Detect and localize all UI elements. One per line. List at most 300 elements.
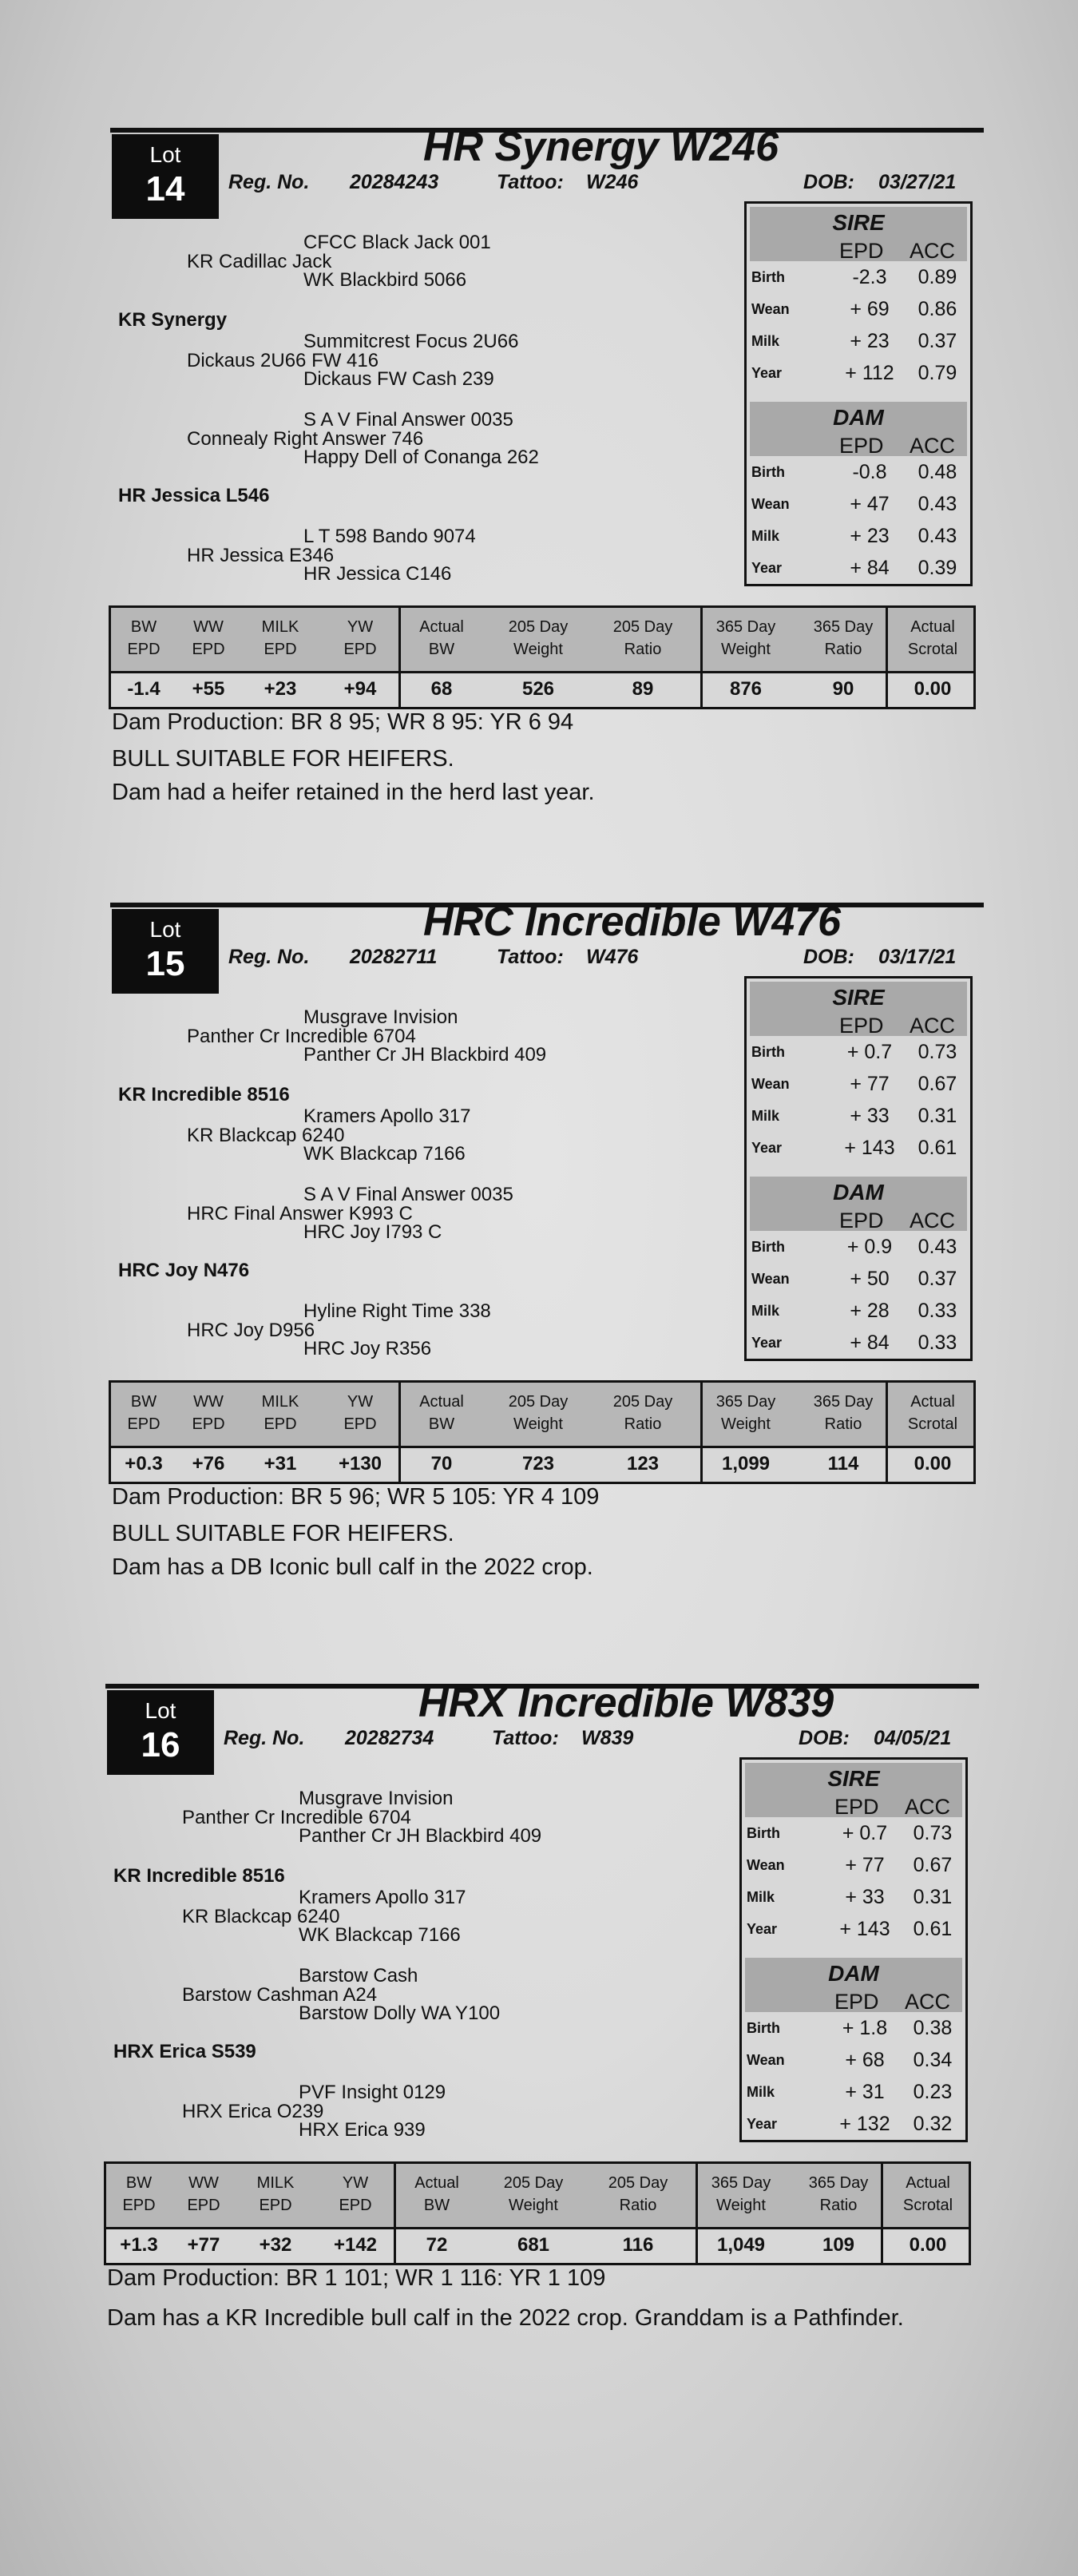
reg-label: Reg. No. bbox=[228, 946, 310, 968]
performance-header bbox=[240, 616, 320, 661]
performance-header-line: Ratio bbox=[624, 1415, 662, 1433]
performance-header-line: EPD bbox=[264, 641, 297, 658]
performance-header-line: 205 Day bbox=[612, 1393, 673, 1411]
performance-header-line: 365 Day bbox=[715, 1393, 776, 1411]
performance-header bbox=[692, 616, 799, 661]
performance-value: 876 bbox=[729, 678, 763, 700]
epd-value: + 77 bbox=[850, 1073, 890, 1095]
epd-value: + 31 bbox=[845, 2081, 885, 2103]
epd-accuracy: 0.61 bbox=[913, 1918, 953, 1940]
dob-label: DOB: bbox=[803, 946, 854, 968]
epd-box bbox=[739, 1757, 968, 2142]
performance-header bbox=[795, 2172, 882, 2217]
tattoo-label: Tattoo: bbox=[497, 946, 564, 968]
performance-header-line: Actual bbox=[419, 1393, 464, 1411]
pedigree-dam-sire: HRC Final Answer K993 C bbox=[187, 1203, 413, 1224]
pedigree-dam: HRX Erica S539 bbox=[113, 2041, 256, 2062]
pedigree-sire-dam-dam: Dickaus FW Cash 239 bbox=[303, 368, 494, 390]
lot-note: BULL SUITABLE FOR HEIFERS. bbox=[112, 746, 454, 772]
tattoo-value: W476 bbox=[586, 946, 639, 968]
epd-accuracy: 0.67 bbox=[917, 1073, 957, 1095]
epd-box bbox=[744, 201, 973, 586]
performance-header bbox=[483, 1391, 593, 1435]
performance-table bbox=[109, 605, 976, 709]
performance-header-line: Ratio bbox=[619, 2197, 657, 2214]
epd-trait: Milk bbox=[751, 333, 780, 349]
performance-header-line: Ratio bbox=[819, 2197, 858, 2214]
epd-accuracy: 0.39 bbox=[917, 557, 957, 579]
performance-table bbox=[109, 1380, 976, 1484]
performance-header-line: EPD bbox=[259, 2197, 292, 2214]
lot-number-box bbox=[112, 134, 219, 219]
performance-header-line: EPD bbox=[339, 2197, 372, 2214]
pedigree-sire-dam-dam: WK Blackcap 7166 bbox=[303, 1143, 466, 1165]
performance-header-line: Ratio bbox=[824, 1415, 862, 1433]
performance-header bbox=[400, 1391, 483, 1435]
epd-value: + 23 bbox=[850, 330, 890, 352]
epd-trait: Birth bbox=[751, 269, 785, 285]
performance-header-line: Actual bbox=[910, 618, 955, 636]
performance-header bbox=[688, 2172, 795, 2217]
epd-accuracy: 0.86 bbox=[917, 298, 957, 320]
reg-label: Reg. No. bbox=[224, 1727, 305, 1749]
sire-epd-col-epd: EPD bbox=[839, 1014, 884, 1038]
reg-label: Reg. No. bbox=[228, 171, 310, 193]
dam-epd-row bbox=[750, 1231, 967, 1263]
performance-value: 116 bbox=[622, 2234, 654, 2256]
performance-header-line: Ratio bbox=[624, 641, 662, 658]
tattoo-value: W246 bbox=[586, 171, 639, 193]
sire-epd-row bbox=[750, 261, 967, 293]
performance-header-line: YW bbox=[347, 1393, 374, 1411]
tattoo-label: Tattoo: bbox=[492, 1727, 559, 1749]
dam-epd-row bbox=[745, 2012, 962, 2044]
epd-trait: Milk bbox=[751, 1108, 780, 1124]
performance-header bbox=[799, 1391, 887, 1435]
epd-trait: Year bbox=[751, 1335, 783, 1351]
performance-header-line: 205 Day bbox=[508, 618, 569, 636]
epd-trait: Birth bbox=[751, 1044, 785, 1060]
pedigree-sire-sire-dam: WK Blackbird 5066 bbox=[303, 269, 467, 291]
performance-divider bbox=[881, 2164, 883, 2263]
epd-accuracy: 0.33 bbox=[917, 1300, 957, 1322]
epd-accuracy: 0.37 bbox=[917, 330, 957, 352]
pedigree-sire-sire-dam: Panther Cr JH Blackbird 409 bbox=[299, 1825, 542, 1847]
sire-epd-col-acc: ACC bbox=[910, 239, 956, 263]
performance-header-line: WW bbox=[193, 618, 224, 636]
dam-epd-title: DAM bbox=[833, 405, 884, 430]
pedigree-sire-dam-dam: WK Blackcap 7166 bbox=[299, 1924, 461, 1946]
performance-header-line: BW bbox=[428, 641, 455, 658]
epd-trait: Wean bbox=[751, 1076, 790, 1092]
pedigree-dam-sire: Connealy Right Answer 746 bbox=[187, 428, 424, 450]
dam-production: Dam Production: BR 1 101; WR 1 116: YR 1 109 bbox=[107, 2265, 606, 2291]
pedigree-sire-sire: Panther Cr Incredible 6704 bbox=[187, 1026, 416, 1047]
reg-number: 20282711 bbox=[350, 946, 438, 968]
performance-header-line: Weight bbox=[721, 641, 771, 658]
dam-epd-row bbox=[750, 552, 967, 584]
performance-header bbox=[692, 1391, 799, 1435]
lot-number-box bbox=[107, 1690, 214, 1775]
epd-trait: Birth bbox=[751, 1239, 785, 1255]
epd-accuracy: 0.43 bbox=[917, 525, 957, 547]
dam-epd-header bbox=[750, 1177, 967, 1231]
performance-header-line: EPD bbox=[187, 2197, 220, 2214]
performance-divider bbox=[700, 608, 703, 707]
sire-epd-col-acc: ACC bbox=[910, 1014, 956, 1038]
performance-header-line: Weight bbox=[513, 641, 563, 658]
dam-epd-header bbox=[745, 1958, 962, 2012]
dam-epd-row bbox=[750, 488, 967, 520]
performance-header bbox=[887, 1391, 978, 1435]
performance-divider bbox=[398, 1383, 401, 1482]
performance-header-line: Actual bbox=[419, 618, 464, 636]
epd-value: + 68 bbox=[845, 2049, 885, 2071]
lot-note: BULL SUITABLE FOR HEIFERS. bbox=[112, 1521, 454, 1546]
performance-header bbox=[593, 1391, 692, 1435]
epd-value: + 143 bbox=[844, 1137, 895, 1159]
dob-value: 03/17/21 bbox=[878, 946, 957, 968]
lot-label: Lot bbox=[149, 142, 181, 167]
performance-divider bbox=[700, 1383, 703, 1482]
epd-value: + 0.7 bbox=[842, 1822, 888, 1844]
performance-header-line: Actual bbox=[414, 2174, 459, 2192]
performance-value: +32 bbox=[259, 2234, 292, 2256]
dam-epd-col-epd: EPD bbox=[839, 1209, 884, 1232]
epd-value: + 69 bbox=[850, 298, 890, 320]
performance-header-line: Weight bbox=[513, 1415, 563, 1433]
epd-accuracy: 0.73 bbox=[913, 1822, 953, 1844]
performance-header-line: Actual bbox=[906, 2174, 950, 2192]
epd-value: + 0.7 bbox=[846, 1041, 893, 1063]
lot-listing bbox=[0, 1680, 1073, 2451]
performance-header-line: EPD bbox=[122, 2197, 156, 2214]
performance-header bbox=[176, 616, 240, 661]
performance-value: +31 bbox=[264, 1453, 297, 1475]
epd-accuracy: 0.31 bbox=[913, 1886, 953, 1908]
epd-trait: Milk bbox=[747, 2084, 775, 2100]
epd-accuracy: 0.38 bbox=[913, 2017, 953, 2039]
performance-header-line: EPD bbox=[343, 1415, 377, 1433]
pedigree-dam: HRC Joy N476 bbox=[118, 1260, 250, 1281]
epd-trait: Milk bbox=[751, 1303, 780, 1319]
epd-value: + 0.9 bbox=[846, 1236, 893, 1258]
performance-value: +77 bbox=[187, 2234, 220, 2256]
performance-table bbox=[104, 2161, 971, 2265]
performance-header bbox=[887, 616, 978, 661]
performance-header-line: EPD bbox=[343, 641, 377, 658]
pedigree-dam-sire-dam: Barstow Dolly WA Y100 bbox=[299, 2002, 501, 2024]
performance-value: -1.4 bbox=[127, 678, 161, 700]
tattoo-label: Tattoo: bbox=[497, 171, 564, 193]
dam-epd-col-acc: ACC bbox=[910, 434, 956, 458]
sire-epd-row bbox=[745, 1881, 962, 1913]
performance-header bbox=[478, 2172, 589, 2217]
performance-header-line: Ratio bbox=[824, 641, 862, 658]
performance-header-line: 365 Day bbox=[715, 618, 776, 636]
performance-header-line: EPD bbox=[127, 641, 161, 658]
performance-header-line: 365 Day bbox=[813, 1393, 874, 1411]
pedigree-dam-sire-sire: S A V Final Answer 0035 bbox=[303, 409, 513, 431]
epd-accuracy: 0.48 bbox=[917, 461, 957, 483]
epd-trait: Birth bbox=[747, 2020, 780, 2036]
sire-epd-title: SIRE bbox=[827, 1766, 880, 1791]
dam-epd-row bbox=[745, 2076, 962, 2108]
dam-epd-row bbox=[750, 1327, 967, 1359]
sire-epd-row bbox=[750, 1068, 967, 1100]
reg-number: 20284243 bbox=[350, 171, 439, 193]
sire-epd-header bbox=[750, 207, 967, 261]
performance-header bbox=[882, 2172, 973, 2217]
pedigree-sire-dam: KR Blackcap 6240 bbox=[182, 1906, 340, 1927]
epd-accuracy: 0.37 bbox=[917, 1268, 957, 1290]
sire-epd-title: SIRE bbox=[832, 210, 885, 235]
performance-header bbox=[593, 616, 692, 661]
pedigree-sire-dam: Dickaus 2U66 FW 416 bbox=[187, 350, 379, 371]
epd-trait: Milk bbox=[747, 1889, 775, 1905]
epd-accuracy: 0.89 bbox=[917, 266, 957, 288]
lot-number: 14 bbox=[145, 169, 185, 208]
dam-production: Dam Production: BR 8 95; WR 8 95: YR 6 94 bbox=[112, 709, 574, 735]
sire-epd-header bbox=[745, 1763, 962, 1817]
performance-header bbox=[172, 2172, 236, 2217]
dam-production: Dam Production: BR 5 96; WR 5 105: YR 4 109 bbox=[112, 1484, 600, 1510]
epd-value: -0.8 bbox=[852, 461, 887, 483]
performance-value: 89 bbox=[632, 678, 654, 700]
pedigree-sire: KR Incredible 8516 bbox=[118, 1084, 290, 1105]
pedigree-dam: HR Jessica L546 bbox=[118, 485, 270, 506]
lot-listing bbox=[0, 899, 1078, 1669]
performance-header-line: WW bbox=[193, 1393, 224, 1411]
dob-value: 04/05/21 bbox=[874, 1727, 952, 1749]
performance-divider bbox=[696, 2164, 698, 2263]
dam-epd-col-acc: ACC bbox=[910, 1209, 956, 1232]
dob-label: DOB: bbox=[799, 1727, 850, 1749]
epd-accuracy: 0.61 bbox=[917, 1137, 957, 1159]
epd-box bbox=[744, 976, 973, 1361]
performance-divider bbox=[886, 1383, 888, 1482]
pedigree-dam-dam-dam: HRX Erica 939 bbox=[299, 2119, 426, 2141]
epd-value: + 47 bbox=[850, 493, 890, 515]
performance-value: +130 bbox=[338, 1453, 382, 1475]
pedigree-dam-sire: Barstow Cashman A24 bbox=[182, 1984, 378, 2006]
performance-header-line: MILK bbox=[256, 2174, 295, 2192]
epd-value: + 1.8 bbox=[842, 2017, 888, 2039]
performance-value: +1.3 bbox=[120, 2234, 158, 2256]
performance-header-line: Scrotal bbox=[907, 641, 958, 658]
performance-divider bbox=[394, 2164, 396, 2263]
pedigree-sire: KR Synergy bbox=[118, 309, 228, 331]
performance-header-line: Weight bbox=[721, 1415, 771, 1433]
animal-name: HRC Incredible W476 bbox=[423, 899, 842, 945]
performance-value: 72 bbox=[426, 2234, 448, 2256]
performance-header bbox=[240, 1391, 320, 1435]
epd-accuracy: 0.34 bbox=[913, 2049, 953, 2071]
lot-listing bbox=[0, 124, 1078, 895]
pedigree-dam-sire-sire: S A V Final Answer 0035 bbox=[303, 1184, 513, 1205]
dam-epd-row bbox=[745, 2044, 962, 2076]
dam-epd-title: DAM bbox=[833, 1180, 884, 1205]
epd-accuracy: 0.67 bbox=[913, 1854, 953, 1876]
performance-header bbox=[483, 616, 593, 661]
epd-value: + 143 bbox=[839, 1918, 890, 1940]
sire-epd-row bbox=[750, 1132, 967, 1164]
performance-header bbox=[395, 2172, 478, 2217]
pedigree-dam-dam-sire: L T 598 Bando 9074 bbox=[303, 526, 476, 547]
pedigree-sire-dam-sire: Kramers Apollo 317 bbox=[303, 1105, 471, 1127]
pedigree-dam-dam: HRX Erica O239 bbox=[182, 2101, 324, 2122]
lot-note: Dam has a KR Incredible bull calf in the 2022 crop. Granddam is a Pathfinder. bbox=[107, 2305, 904, 2331]
performance-value: 723 bbox=[521, 1453, 555, 1475]
lot-number: 15 bbox=[145, 944, 185, 983]
performance-header bbox=[236, 2172, 315, 2217]
lot-note: Dam had a heifer retained in the herd last year. bbox=[112, 780, 595, 805]
pedigree-dam-dam-dam: HRC Joy R356 bbox=[303, 1338, 432, 1359]
pedigree-sire-sire-sire: CFCC Black Jack 001 bbox=[303, 232, 491, 253]
pedigree-sire: KR Incredible 8516 bbox=[113, 1865, 285, 1887]
epd-value: + 23 bbox=[850, 525, 890, 547]
pedigree-dam-dam-dam: HR Jessica C146 bbox=[303, 563, 452, 585]
lot-note: Dam has a DB Iconic bull calf in the 2022 crop. bbox=[112, 1554, 593, 1580]
performance-divider bbox=[398, 608, 401, 707]
performance-header bbox=[400, 616, 483, 661]
sire-epd-row bbox=[750, 1100, 967, 1132]
pedigree-sire-sire-sire: Musgrave Invision bbox=[299, 1788, 454, 1809]
epd-accuracy: 0.31 bbox=[917, 1105, 957, 1127]
sire-epd-row bbox=[745, 1849, 962, 1881]
performance-header-line: 205 Day bbox=[503, 2174, 564, 2192]
animal-name: HRX Incredible W839 bbox=[418, 1680, 834, 1726]
epd-value: + 28 bbox=[850, 1300, 890, 1322]
performance-header-line: Weight bbox=[509, 2197, 558, 2214]
performance-header-line: Actual bbox=[910, 1393, 955, 1411]
sire-epd-row bbox=[745, 1913, 962, 1945]
performance-header-line: MILK bbox=[261, 1393, 299, 1411]
performance-header bbox=[320, 616, 400, 661]
dam-epd-row bbox=[750, 1263, 967, 1295]
pedigree-dam-sire-dam: Happy Dell of Conanga 262 bbox=[303, 447, 539, 468]
performance-value: 1,099 bbox=[721, 1453, 771, 1475]
performance-value: 123 bbox=[626, 1453, 660, 1475]
epd-value: -2.3 bbox=[852, 266, 887, 288]
sire-epd-col-epd: EPD bbox=[834, 1795, 879, 1819]
epd-accuracy: 0.32 bbox=[913, 2113, 953, 2135]
lot-label: Lot bbox=[149, 917, 181, 942]
epd-trait: Year bbox=[751, 560, 783, 576]
performance-header-line: BW bbox=[130, 618, 157, 636]
performance-header-line: MILK bbox=[261, 618, 299, 636]
performance-divider bbox=[886, 608, 888, 707]
dob-value: 03/27/21 bbox=[878, 171, 957, 193]
performance-value: +55 bbox=[192, 678, 225, 700]
sire-epd-header bbox=[750, 982, 967, 1036]
pedigree-sire-dam-sire: Kramers Apollo 317 bbox=[299, 1887, 466, 1908]
pedigree-sire-sire: Panther Cr Incredible 6704 bbox=[182, 1807, 411, 1828]
epd-value: + 50 bbox=[850, 1268, 890, 1290]
performance-header bbox=[320, 1391, 400, 1435]
epd-trait: Year bbox=[747, 2116, 778, 2132]
animal-name: HR Synergy W246 bbox=[423, 124, 779, 170]
pedigree-sire-dam-sire: Summitcrest Focus 2U66 bbox=[303, 331, 519, 352]
performance-header-line: WW bbox=[188, 2174, 219, 2192]
epd-accuracy: 0.79 bbox=[917, 362, 957, 384]
epd-value: + 84 bbox=[850, 557, 890, 579]
performance-header-line: 365 Day bbox=[813, 618, 874, 636]
dam-epd-row bbox=[750, 520, 967, 552]
performance-header bbox=[111, 616, 176, 661]
lot-number-box bbox=[112, 909, 219, 994]
sire-epd-col-acc: ACC bbox=[905, 1795, 951, 1819]
performance-value: 68 bbox=[430, 678, 453, 700]
epd-value: + 33 bbox=[845, 1886, 885, 1908]
performance-header-line: 205 Day bbox=[608, 2174, 668, 2192]
dam-epd-col-epd: EPD bbox=[839, 434, 884, 458]
performance-header-line: BW bbox=[423, 2197, 450, 2214]
performance-header bbox=[315, 2172, 395, 2217]
epd-value: + 33 bbox=[850, 1105, 890, 1127]
epd-trait: Wean bbox=[751, 301, 790, 317]
epd-value: + 84 bbox=[850, 1332, 890, 1354]
dam-epd-row bbox=[750, 1295, 967, 1327]
sire-epd-row bbox=[745, 1817, 962, 1849]
dam-epd-title: DAM bbox=[828, 1961, 879, 1986]
sire-epd-row bbox=[750, 1036, 967, 1068]
performance-header-line: Weight bbox=[716, 2197, 766, 2214]
dob-label: DOB: bbox=[803, 171, 854, 193]
epd-trait: Wean bbox=[751, 496, 790, 512]
performance-header-line: 205 Day bbox=[508, 1393, 569, 1411]
epd-trait: Wean bbox=[747, 2052, 785, 2068]
performance-header-line: EPD bbox=[192, 1415, 225, 1433]
performance-header bbox=[799, 616, 887, 661]
performance-value: 114 bbox=[827, 1453, 859, 1475]
epd-accuracy: 0.43 bbox=[917, 1236, 957, 1258]
lot-label: Lot bbox=[145, 1698, 176, 1723]
performance-header-line: BW bbox=[130, 1393, 157, 1411]
pedigree-dam-sire-dam: HRC Joy I793 C bbox=[303, 1221, 442, 1243]
epd-trait: Birth bbox=[747, 1825, 780, 1841]
epd-value: + 132 bbox=[839, 2113, 890, 2135]
performance-header-line: 205 Day bbox=[612, 618, 673, 636]
performance-value: +142 bbox=[333, 2234, 378, 2256]
performance-header-line: YW bbox=[347, 618, 374, 636]
lot-number: 16 bbox=[141, 1725, 180, 1764]
epd-trait: Wean bbox=[747, 1857, 785, 1873]
performance-header-line: YW bbox=[342, 2174, 369, 2192]
dam-epd-row bbox=[745, 2108, 962, 2140]
sire-epd-row bbox=[750, 357, 967, 389]
performance-header bbox=[106, 2172, 172, 2217]
epd-accuracy: 0.33 bbox=[917, 1332, 957, 1354]
epd-trait: Year bbox=[747, 1921, 778, 1937]
performance-header-line: EPD bbox=[192, 641, 225, 658]
pedigree-sire-sire: KR Cadillac Jack bbox=[187, 251, 332, 272]
epd-value: + 77 bbox=[845, 1854, 885, 1876]
epd-value: + 112 bbox=[845, 362, 894, 384]
reg-number: 20282734 bbox=[345, 1727, 434, 1749]
epd-trait: Birth bbox=[751, 464, 785, 480]
performance-header bbox=[111, 1391, 176, 1435]
pedigree-sire-dam: KR Blackcap 6240 bbox=[187, 1125, 345, 1146]
performance-value: +76 bbox=[192, 1453, 225, 1475]
performance-header-line: Scrotal bbox=[902, 2197, 953, 2214]
performance-header-line: Scrotal bbox=[907, 1415, 958, 1433]
epd-accuracy: 0.43 bbox=[917, 493, 957, 515]
performance-header-line: 365 Day bbox=[711, 2174, 771, 2192]
dam-epd-col-acc: ACC bbox=[905, 1990, 951, 2014]
epd-accuracy: 0.23 bbox=[913, 2081, 953, 2103]
performance-value: 0.00 bbox=[909, 2234, 947, 2256]
